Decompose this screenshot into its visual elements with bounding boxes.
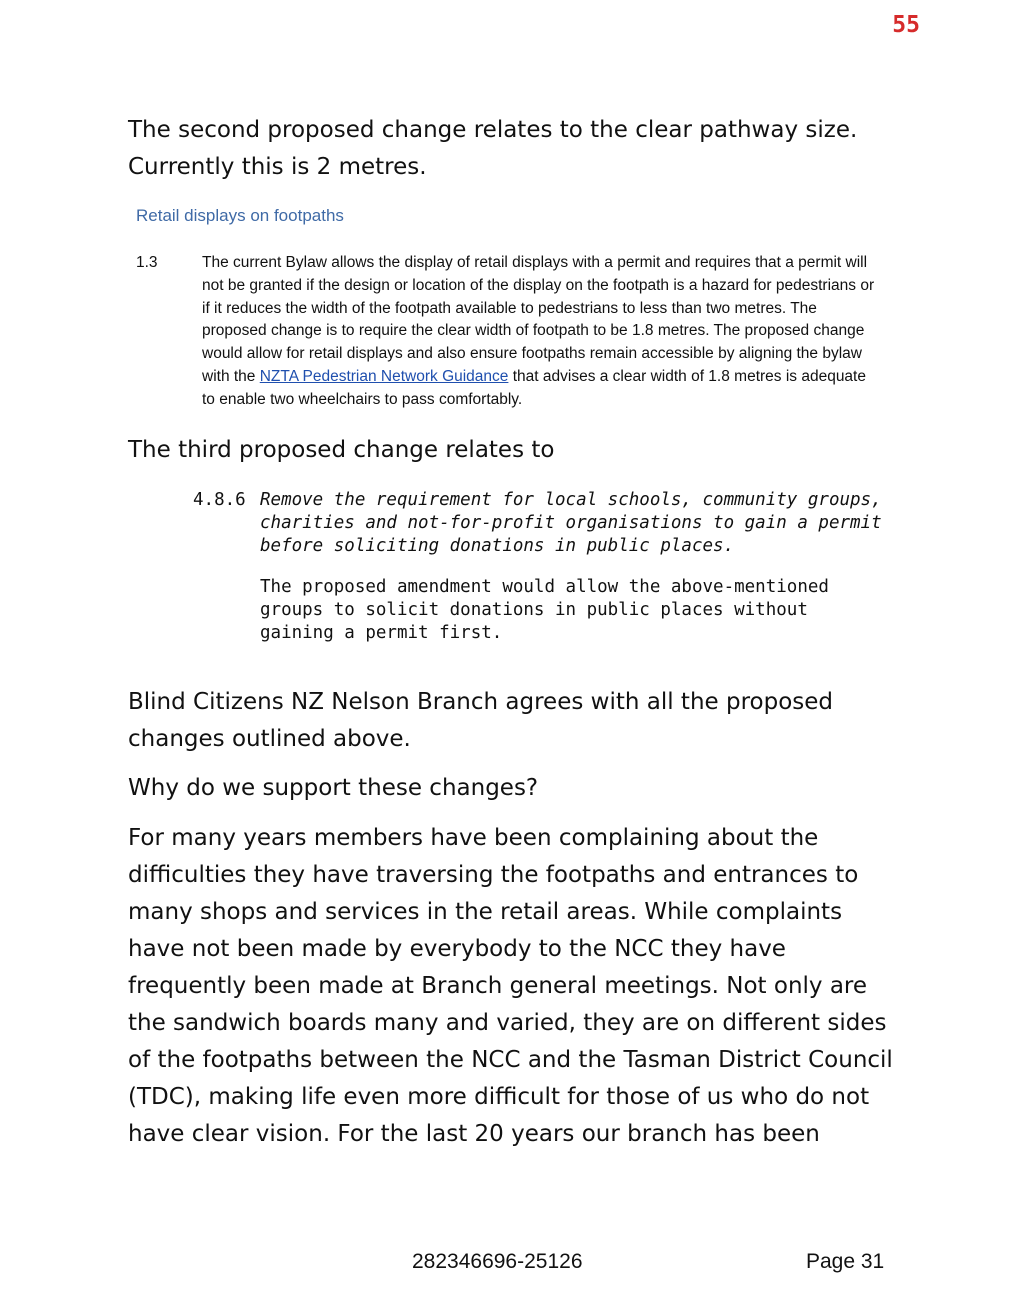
quote-heading: Retail displays on footpaths xyxy=(136,206,344,225)
nzta-guidance-link[interactable]: NZTA Pedestrian Network Guidance xyxy=(259,367,509,385)
amendment-4-8-6 xyxy=(193,489,883,645)
clause-text xyxy=(202,252,881,412)
amendment-number: 4.8.6 xyxy=(193,490,246,510)
page-marker: 55 xyxy=(892,12,920,38)
footer-page-label: Page 31 xyxy=(806,1250,885,1273)
clause-text-before-link: The current Bylaw allows the display of retail displays with a permit and requires that a permit will not be granted if the design or location of the display on the footpath is a hazard for pedestrians or if it reduces the width of the footpath available to pedestrians to less than two metres. The proposed change is to require the clear width of footpath to be 1.8 metres. The proposed change would allow for retail displays and also ensure footpaths remain accessible by aligning the bylaw with the xyxy=(202,254,875,385)
clause-number: 1.3 xyxy=(136,254,158,271)
clause-1-3 xyxy=(136,252,881,412)
amendment-body xyxy=(260,489,883,645)
clause-text-after-link: that advises a clear width of 1.8 metres is adequate to enable two wheelchairs to pass comfortably. xyxy=(202,367,866,408)
third-change-paragraph: The third proposed change relates to xyxy=(128,437,555,463)
why-heading: Why do we support these changes? xyxy=(128,775,539,801)
agreement-paragraph: Blind Citizens NZ Nelson Branch agrees with all the proposed changes outlined above. xyxy=(128,689,834,752)
intro-paragraph: The second proposed change relates to the clear pathway size. Currently this is 2 metres. xyxy=(128,117,858,180)
amendment-plain-text: The proposed amendment would allow the above-mentioned groups to solicit donations in public places without gaining a permit first. xyxy=(260,577,829,643)
footer-doc-id: 282346696-25126 xyxy=(412,1250,583,1273)
body-paragraph: For many years members have been complaining about the difficulties they have traversing the footpaths and entrances to many shops and services in the retail areas. While complaints have not been made by everybody to the NCC they have frequently been made at Branch general meetings. Not only are the sandwich boards many and varied, they are on different sides of the footpaths between the NCC and the Tasman District Council (TDC), making life even more difficult for those of us who do not have clear vision. For the last 20 years our branch has been xyxy=(128,825,893,1147)
amendment-italic-text: Remove the requirement for local schools, community groups, charities and not-for-profit organisations to gain a permit before soliciting donations in public places. xyxy=(260,490,882,556)
